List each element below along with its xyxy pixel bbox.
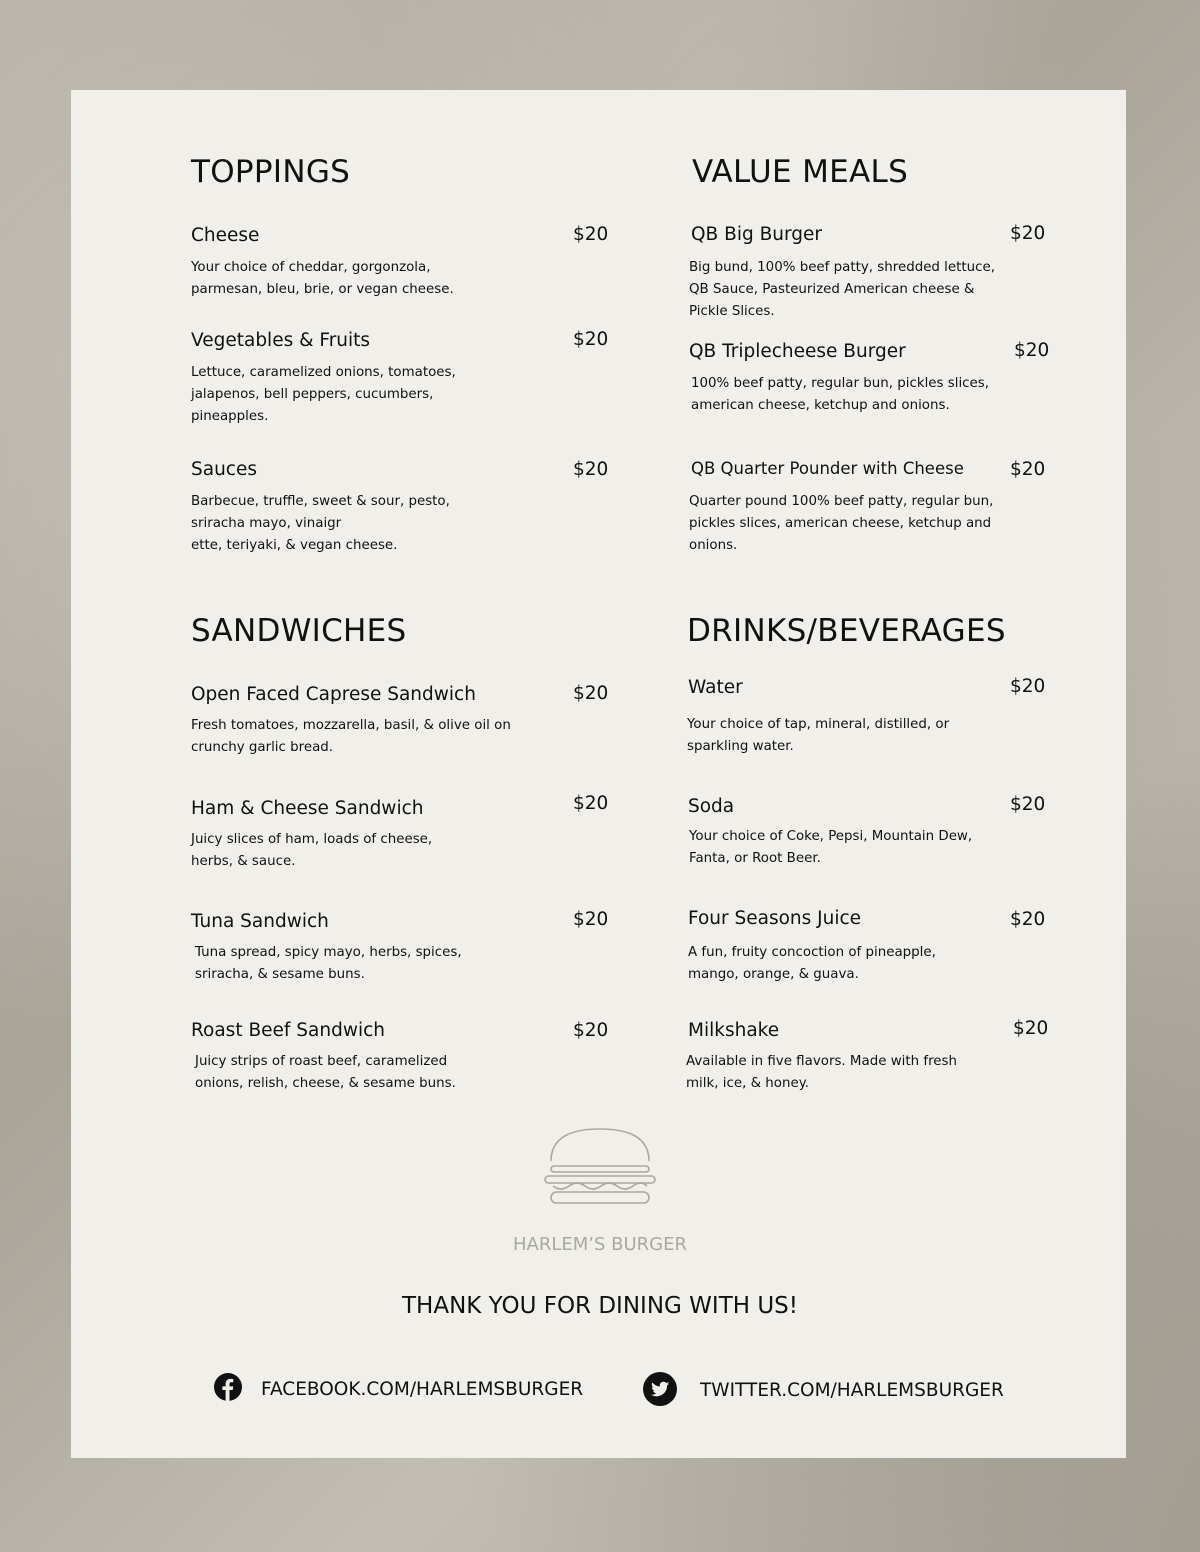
item-price: $20 bbox=[1013, 1018, 1049, 1039]
brand-name: HARLEM’S BURGER bbox=[512, 1234, 687, 1255]
section-title-sandwiches: SANDWICHES bbox=[191, 613, 407, 649]
section-title-drinks: DRINKS/BEVERAGES bbox=[687, 613, 1006, 649]
item-price: $20 bbox=[573, 1020, 609, 1041]
item-name: Sauces bbox=[191, 459, 257, 480]
item-price: $20 bbox=[573, 459, 609, 480]
item-desc: 100% beef patty, regular bun, pickles slices, american cheese, ketchup and onions. bbox=[691, 376, 990, 413]
facebook-link[interactable]: FACEBOOK.COM/HARLEMSBURGER bbox=[261, 1379, 584, 1400]
section-title-value-meals: VALUE MEALS bbox=[692, 154, 909, 190]
item-name: Soda bbox=[688, 796, 735, 817]
twitter-icon[interactable] bbox=[643, 1372, 677, 1406]
item-name: Tuna Sandwich bbox=[191, 911, 329, 932]
item-desc: Juicy slices of ham, loads of cheese, herbs, & sauce. bbox=[191, 832, 433, 869]
item-name: Vegetables & Fruits bbox=[191, 330, 371, 351]
item-name: Milkshake bbox=[688, 1020, 780, 1041]
item-price: $20 bbox=[573, 329, 609, 350]
item-price: $20 bbox=[1010, 794, 1046, 815]
item-price: $20 bbox=[1010, 459, 1046, 480]
item-name: Roast Beef Sandwich bbox=[191, 1020, 386, 1041]
item-desc: Quarter pound 100% beef patty, regular bun, pickles slices, american cheese, ketchup and onions. bbox=[689, 494, 994, 553]
item-desc: Fresh tomatoes, mozzarella, basil, & olive oil on crunchy garlic bread. bbox=[191, 718, 511, 755]
item-desc: Your choice of tap, mineral, distilled, or sparkling water. bbox=[687, 717, 950, 754]
item-desc: Your choice of Coke, Pepsi, Mountain Dew, Fanta, or Root Beer. bbox=[689, 829, 973, 866]
item-desc: A fun, fruity concoction of pineapple, mango, orange, & guava. bbox=[688, 945, 936, 982]
facebook-icon[interactable] bbox=[214, 1373, 242, 1401]
item-price: $20 bbox=[1010, 223, 1046, 244]
item-desc: Barbecue, truffle, sweet & sour, pesto, sriracha mayo, vinaigr ette, teriyaki, & vegan cheese. bbox=[191, 494, 450, 553]
burger-logo-icon bbox=[543, 1126, 657, 1208]
item-name: QB Big Burger bbox=[691, 224, 823, 245]
item-name: Water bbox=[688, 677, 743, 698]
item-price: $20 bbox=[573, 793, 609, 814]
twitter-link[interactable]: TWITTER.COM/HARLEMSBURGER bbox=[700, 1380, 1004, 1401]
item-price: $20 bbox=[1014, 340, 1050, 361]
item-name: Cheese bbox=[191, 225, 260, 246]
item-desc: Juicy strips of roast beef, caramelized onions, relish, cheese, & sesame buns. bbox=[195, 1054, 456, 1091]
item-name: QB Triplecheese Burger bbox=[689, 341, 906, 362]
item-name: Ham & Cheese Sandwich bbox=[191, 798, 424, 819]
item-price: $20 bbox=[573, 683, 609, 704]
item-name: QB Quarter Pounder with Cheese bbox=[691, 459, 964, 478]
item-desc: Your choice of cheddar, gorgonzola, parmesan, bleu, brie, or vegan cheese. bbox=[191, 260, 454, 297]
thank-you-message: THANK YOU FOR DINING WITH US! bbox=[402, 1293, 798, 1319]
item-price: $20 bbox=[1010, 909, 1046, 930]
item-price: $20 bbox=[1010, 676, 1046, 697]
item-price: $20 bbox=[573, 909, 609, 930]
item-name: Four Seasons Juice bbox=[688, 908, 862, 929]
section-title-toppings: TOPPINGS bbox=[191, 154, 351, 190]
item-price: $20 bbox=[573, 224, 609, 245]
item-desc: Lettuce, caramelized onions, tomatoes, jalapenos, bell peppers, cucumbers, pineapples. bbox=[191, 365, 456, 424]
item-desc: Big bund, 100% beef patty, shredded lettuce, QB Sauce, Pasteurized American cheese & Pickle Slices. bbox=[689, 260, 995, 319]
item-name: Open Faced Caprese Sandwich bbox=[191, 684, 476, 705]
item-desc: Tuna spread, spicy mayo, herbs, spices, sriracha, & sesame buns. bbox=[195, 945, 462, 982]
item-desc: Available in five flavors. Made with fresh milk, ice, & honey. bbox=[686, 1054, 957, 1091]
